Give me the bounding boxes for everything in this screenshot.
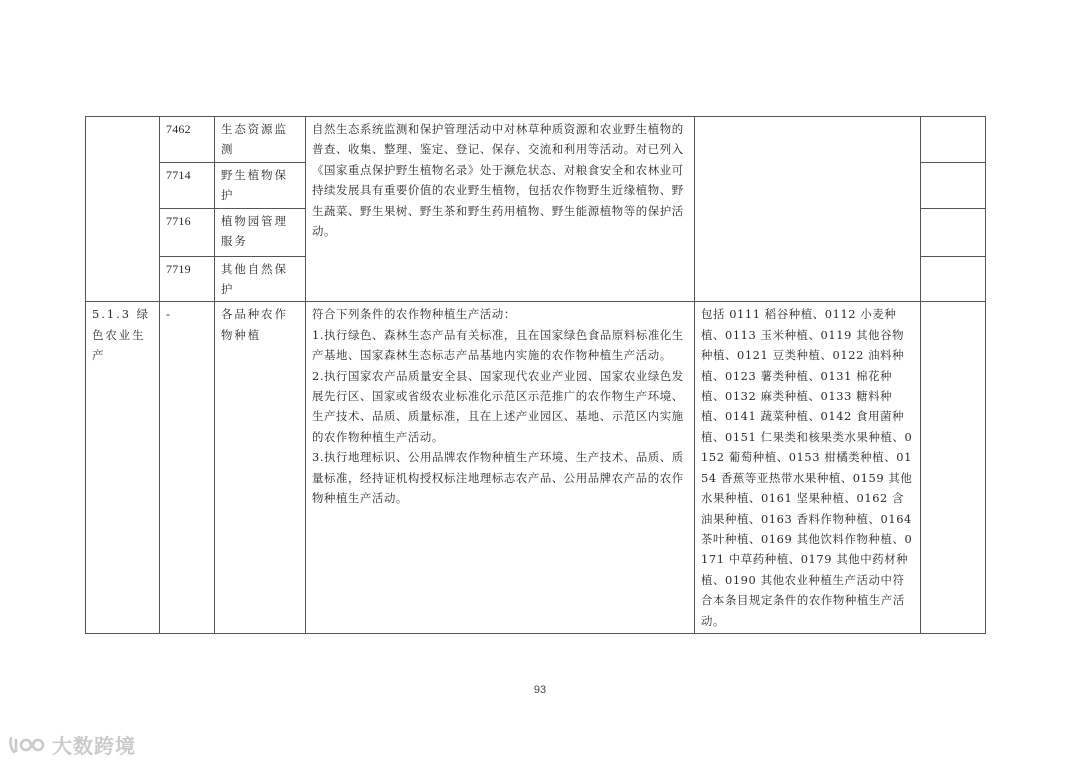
- page-number: 93: [533, 684, 547, 696]
- brand-logo-icon: [8, 734, 48, 756]
- name-cell: 生态资源监测: [215, 117, 306, 163]
- watermark: [8, 730, 136, 759]
- name-cell: 其他自然保护: [215, 256, 306, 302]
- name-cell: 各品种农作物种植: [215, 302, 306, 634]
- description-item-1: 1.执行绿色、森林生态产品有关标准，且在国家绿色食品原料标准化生产基地、国家森林生态标志产品基地内实施的农作物种植生产活动。: [312, 327, 684, 363]
- description-paragraph: 自然生态系统监测和保护管理活动中对林草种质资源和农业野生植物的普查、收集、整理、鉴定、登记、保存、交流和利用等活动。对已列入《国家重点保护野生植物名录》处于濒危状态、对粮食安全和农林业可持续发展具有重要价值的农业野生植物，包括农作物野生近缘植物、野生蔬菜、野生果树、野生茶和野生药用植物、野生能源植物等的保护活动。: [312, 122, 684, 239]
- description-cell: [306, 117, 695, 302]
- table-row: [86, 302, 986, 634]
- description-intro: 符合下列条件的农作物种植生产活动：: [312, 307, 516, 322]
- description-item-2: 2.执行国家农产品质量安全县、国家现代农业产业园、国家农业绿色发展先行区、国家或省级农业标准化示范区示范推广的农作物生产环境、生产技术、品质、质量标准，且在上述产业园区、基地、示范区内实施的农作物种植生产活动。: [312, 368, 684, 444]
- code-cell: -: [160, 302, 215, 634]
- category-cell: [86, 117, 160, 302]
- category-cell: 5.1.3 绿色农业生产: [86, 302, 160, 634]
- table-row: [86, 117, 986, 163]
- code-cell: 7462: [160, 117, 215, 163]
- code-cell: 7719: [160, 256, 215, 302]
- description-item-3: 3.执行地理标识、公用品牌农作物种植生产环境、生产技术、品质、质量标准，经持证机构授权标注地理标志农产品、公用品牌农产品的农作物种植生产活动。: [312, 450, 684, 506]
- industry-cell: 包括 0111 稻谷种植、0112 小麦种植、0113 玉米种植、0119 其他谷物种植、0121 豆类种植、0122 油料种植、0123 薯类种植、0131 棉花种植、0132 麻类种植、0133 糖料种植、0141 蔬菜种植、0142 食用菌种植、0151 仁果类和核果类水果种植、0152 葡萄种植、0153 柑橘类种植、0154 香蕉等亚热带水果种植、0159 其他水果种植、0161 坚果种植、0162 含油果种植、0163 香料作物种植、0164 茶叶种植、0169 其他饮料作物种植、0171 中草药种植、0179 其他中药材种植、0190 其他农业种植生产活动中符合本条目规定条件的农作物种植生产活动。: [695, 302, 921, 634]
- industry-cell: [695, 117, 921, 302]
- note-cell: [921, 302, 986, 634]
- description-cell: [306, 302, 695, 634]
- name-cell: 植物园管理服务: [215, 208, 306, 256]
- note-cell: [921, 117, 986, 163]
- catalog-table: [85, 116, 986, 634]
- code-cell: 7714: [160, 162, 215, 208]
- note-cell: [921, 256, 986, 302]
- code-cell: 7716: [160, 208, 215, 256]
- note-cell: [921, 208, 986, 256]
- watermark-text: 大数跨境: [52, 734, 136, 758]
- name-cell: 野生植物保护: [215, 162, 306, 208]
- note-cell: [921, 162, 986, 208]
